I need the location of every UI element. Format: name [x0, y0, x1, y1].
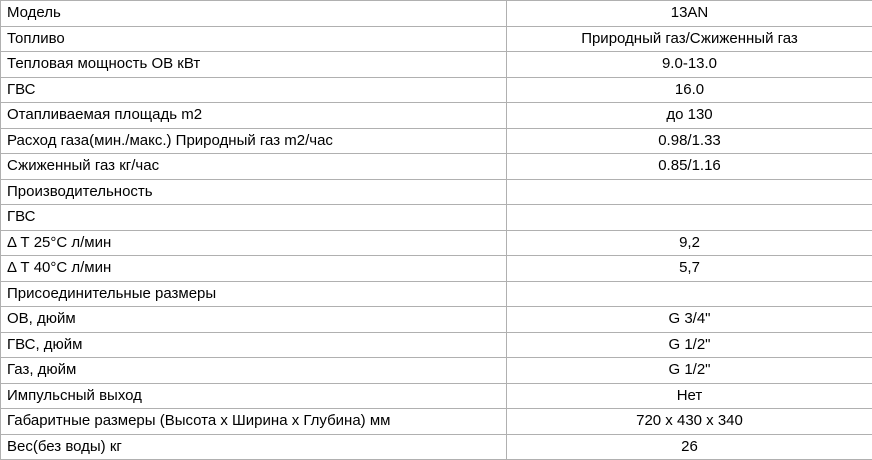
spec-label: Сжиженный газ кг/час	[1, 154, 507, 180]
spec-value: G 1/2"	[507, 358, 872, 384]
spec-label: ГВС, дюйм	[1, 332, 507, 358]
spec-value: G 3/4"	[507, 307, 872, 333]
table-row	[1, 77, 872, 103]
spec-value	[507, 205, 872, 231]
spec-value: 0.98/1.33	[507, 128, 872, 154]
spec-label: Δ Т 40°С л/мин	[1, 256, 507, 282]
spec-value: 720 х 430 х 340	[507, 409, 872, 435]
spec-label: Расход газа(мин./макс.) Природный газ m2/час	[1, 128, 507, 154]
spec-value: Нет	[507, 383, 872, 409]
spec-value: до 130	[507, 103, 872, 129]
spec-label: Δ Т 25°С л/мин	[1, 230, 507, 256]
spec-label: Габаритные размеры (Высота х Ширина х Глубина) мм	[1, 409, 507, 435]
spec-value	[507, 281, 872, 307]
spec-label: Импульсный выход	[1, 383, 507, 409]
spec-label: ОВ, дюйм	[1, 307, 507, 333]
table-row	[1, 154, 872, 180]
table-row	[1, 358, 872, 384]
spec-label: Отапливаемая площадь m2	[1, 103, 507, 129]
table-row	[1, 179, 872, 205]
table-row	[1, 332, 872, 358]
table-row	[1, 307, 872, 333]
spec-value: 13AN	[507, 1, 872, 27]
table-row	[1, 434, 872, 460]
spec-value: G 1/2"	[507, 332, 872, 358]
table-row	[1, 281, 872, 307]
table-row	[1, 230, 872, 256]
table-row	[1, 26, 872, 52]
spec-label: ГВС	[1, 205, 507, 231]
spec-label: Производительность	[1, 179, 507, 205]
spec-label: Вес(без воды) кг	[1, 434, 507, 460]
spec-label: Присоединительные размеры	[1, 281, 507, 307]
spec-value: Природный газ/Сжиженный газ	[507, 26, 872, 52]
table-row	[1, 409, 872, 435]
spec-value	[507, 179, 872, 205]
table-row	[1, 205, 872, 231]
spec-value: 26	[507, 434, 872, 460]
table-row	[1, 1, 872, 27]
table-row	[1, 128, 872, 154]
table-row	[1, 52, 872, 78]
spec-label: Топливо	[1, 26, 507, 52]
spec-label: Газ, дюйм	[1, 358, 507, 384]
table-row	[1, 256, 872, 282]
spec-label: Тепловая мощность ОВ кВт	[1, 52, 507, 78]
spec-value: 0.85/1.16	[507, 154, 872, 180]
spec-value: 5,7	[507, 256, 872, 282]
spec-label: ГВС	[1, 77, 507, 103]
table-row	[1, 103, 872, 129]
spec-value: 9.0-13.0	[507, 52, 872, 78]
spec-value: 9,2	[507, 230, 872, 256]
specifications-table-body	[1, 1, 872, 460]
table-row	[1, 383, 872, 409]
spec-value: 16.0	[507, 77, 872, 103]
spec-label: Модель	[1, 1, 507, 27]
